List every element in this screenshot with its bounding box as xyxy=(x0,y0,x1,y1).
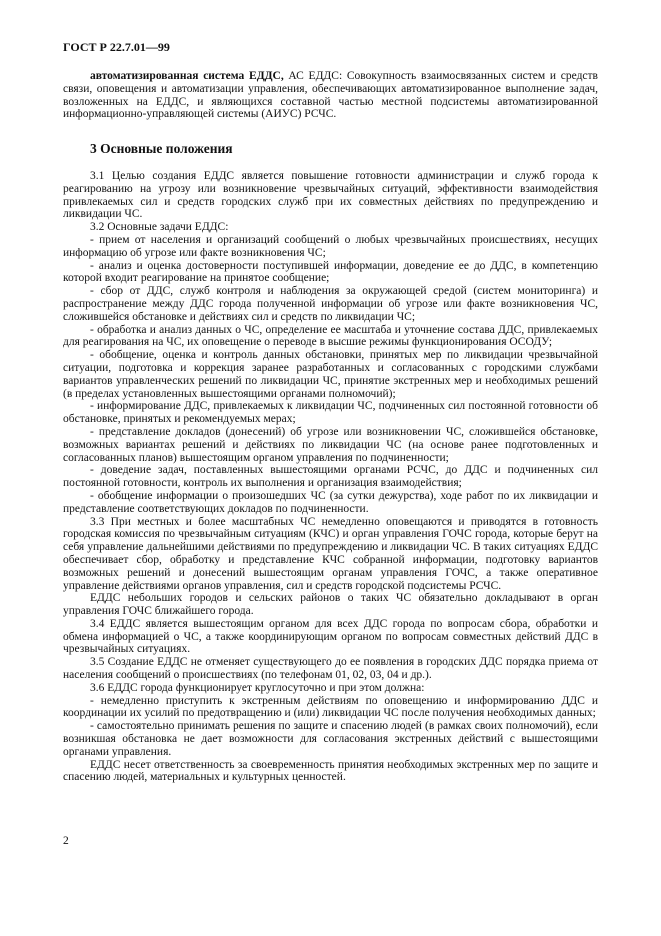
paragraph: - доведение задач, поставленных вышестоящими органами РСЧС, до ДДС и подчиненных сил постоянной готовности, контроль их выполнения и организация взаимодействия; xyxy=(63,464,598,490)
paragraph: 3.2 Основные задачи ЕДДС: xyxy=(90,221,229,234)
paragraph: 3.6 ЕДДС города функционирует круглосуточно и при этом должна: xyxy=(90,681,425,694)
definition-paragraph xyxy=(63,70,598,121)
paragraph: - обобщение информации о произошедших ЧС (за сутки дежурства), ходе работ по их ликвидации и представление соответствующих докладов по подчиненности. xyxy=(63,489,598,515)
paragraph: - представление докладов (донесений) об угрозе или возникновении ЧС, сложившейся обстановке, возможных вариантах решений и действиях по ликвидации ЧС (на основе ранее подготовленных и согласованных планов) вышестоящим органом управления по подчиненности; xyxy=(63,425,598,464)
paragraph: ЕДДС несет ответственность за своевременность принятия необходимых экстренных мер по защите и спасению людей, материальных и культурных ценностей. xyxy=(63,758,598,784)
paragraph: ЕДДС небольших городов и сельских районов о таких ЧС обязательно докладывают в орган управления ГОЧС ближайшего города. xyxy=(63,592,598,618)
document-header: ГОСТ Р 22.7.01—99 xyxy=(63,40,170,54)
definition-text: АС ЕДДС: Совокупность взаимосвязанных систем и средств связи, оповещения и автоматизации управления, обеспечивающих автоматизированное выполнение задач, возложенных на ЕДДС, и являющихся составной частью местной подсистемы автоматизированной информационно-управляющей системы (АИУС) РСЧС. xyxy=(63,70,598,121)
paragraph: 3.3 При местных и более масштабных ЧС немедленно оповещаются и приводятся в готовность городская комиссия по чрезвычайным ситуациям (КЧС) и орган управления ГОЧС города, которые берут на себя управление дальнейшими действиями по предупреждению и ликвидации ЧС. В таких ситуациях ЕДДС обеспечивает сбор, обработку и представление КЧС собранной информации, подготовку вариантов возможных решений и донесений вышестоящим органам управления ГОЧС, а также оперативное управление действиями органов управления, сил и средств городской подсистемы РСЧС. xyxy=(63,515,598,592)
paragraph: - обобщение, оценка и контроль данных обстановки, принятых мер по ликвидации чрезвычайной ситуации, подготовка и коррекция заранее разработанных и согласованных с городскими службами вариантов управленческих решений по ликвидации ЧС, принятие экстренных мер и необходимых решений (в пределах установленных вышестоящими органами полномочий); xyxy=(63,349,598,400)
paragraph: 3.5 Создание ЕДДС не отменяет существующего до ее появления в городских ДДС порядка приема от населения сообщений о происшествиях (по телефонам 01, 02, 03, 04 и др.). xyxy=(63,656,598,682)
paragraph: 3.1 Целью создания ЕДДС является повышение готовности администрации и служб города к реагированию на угрозу или возникновение чрезвычайных ситуаций, эффективности взаимодействия привлекаемых сил и средств городских служб при их совместных действиях по предупреждению и ликвидации ЧС. xyxy=(63,170,598,221)
paragraph: - прием от населения и организаций сообщений о любых чрезвычайных происшествиях, несущих информацию об угрозе или факте возникновения ЧС; xyxy=(63,233,598,259)
paragraph: - немедленно приступить к экстренным действиям по оповещению и информированию ДДС и координации их усилий по предотвращению и (или) ликвидации ЧС после получения необходимых данных; xyxy=(63,694,598,720)
section-title: 3 Основные положения xyxy=(90,141,233,156)
paragraph: 3.4 ЕДДС является вышестоящим органом для всех ДДС города по вопросам сбора, обработки и обмена информацией о ЧС, а также координирующим органом по вопросам совместных действий ДДС в чрезвычайных ситуациях. xyxy=(63,617,598,656)
definition-term: автоматизированная система ЕДДС, xyxy=(90,70,284,82)
paragraph: - сбор от ДДС, служб контроля и наблюдения за окружающей средой (систем мониторинга) и распространение между ДДС города полученной информации об угрозе или факте возникновения ЧС, сложившейся обстановке и действиях сил и средств по ликвидации ЧС; xyxy=(63,285,598,323)
paragraph: - анализ и оценка достоверности поступившей информации, доведение ее до ДДС, в компетенцию которой входит реагирование на принятое сообщение; xyxy=(63,259,598,285)
section-body xyxy=(63,170,598,784)
paragraph: - информирование ДДС, привлекаемых к ликвидации ЧС, подчиненных сил постоянной готовности об обстановке, принятых и рекомендуемых мерах; xyxy=(63,400,598,426)
paragraph: - самостоятельно принимать решения по защите и спасению людей (в рамках своих полномочий), если возникшая обстановка не дает возможности для согласования экстренных действий с вышестоящими органами управления. xyxy=(63,720,598,758)
paragraph: - обработка и анализ данных о ЧС, определение ее масштаба и уточнение состава ДДС, привлекаемых для реагирования на ЧС, их оповещение о переводе в высшие режимы функционирования ОСОДУ; xyxy=(63,323,598,349)
page-number: 2 xyxy=(63,835,69,847)
